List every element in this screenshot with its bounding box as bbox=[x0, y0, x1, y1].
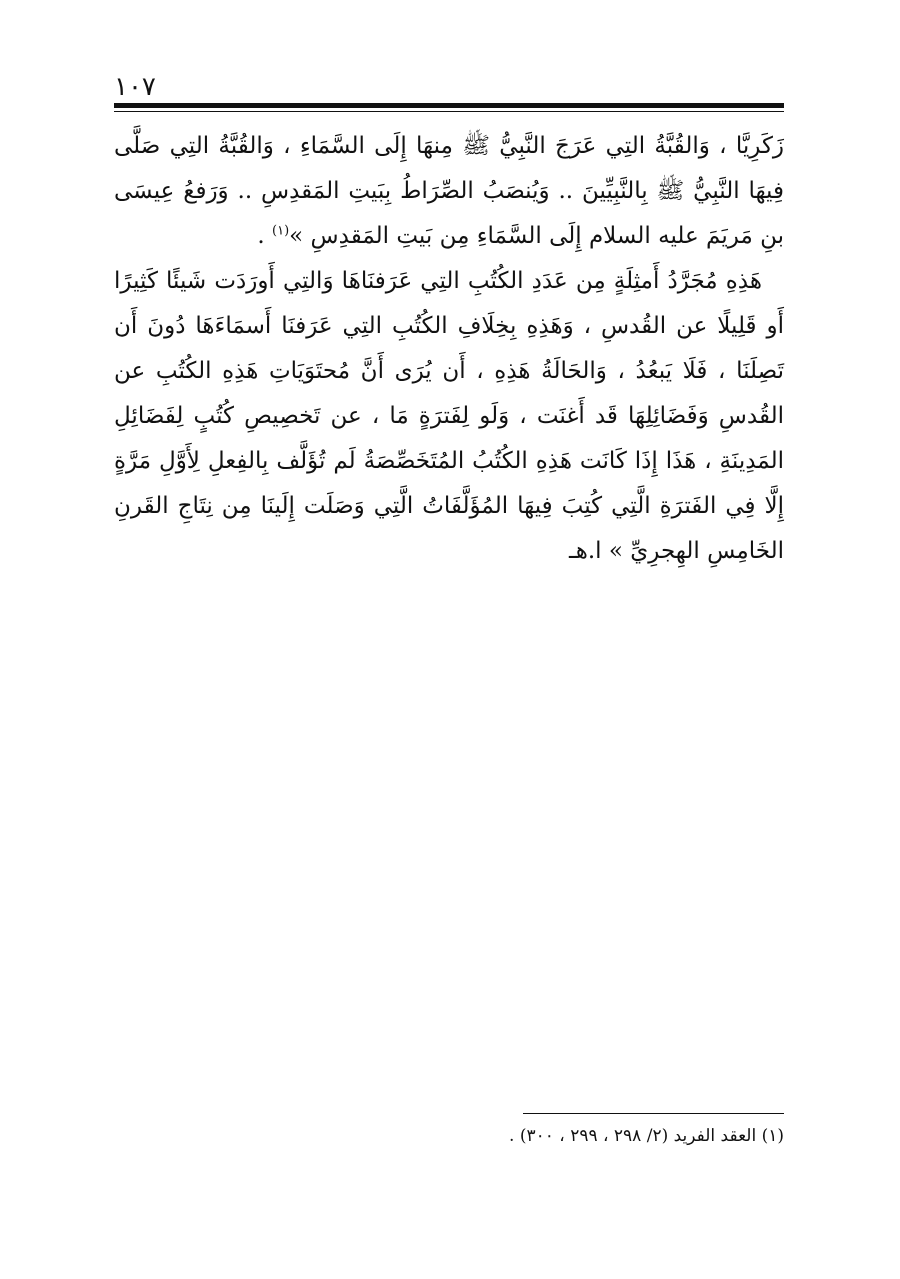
page-number: ١٠٧ bbox=[114, 72, 156, 102]
paragraph-1-end: . bbox=[257, 223, 273, 249]
paragraph-2: هَذِهِ مُجَرَّدُ أَمثِلَةٍ مِن عَدَدِ الكُتُبِ التِي عَرَفنَاهَا وَالتِي أَورَدَت شَيئًا كَثِيرًا أَو قَلِيلًا عن القُدسِ ، وَهَذِهِ بِخِلَافِ الكُتُبِ التِي عَرَفنَا أَسمَاءَهَا دُونَ أَن تَصِلَنَا ، فَلَا يَبعُدُ ، وَالحَالَةُ هَذِهِ ، أَن يُرَى أَنَّ مُحتَوَيَاتِ هَذِهِ الكُتُبِ عن القُدسِ وَفَضَائِلِهَا قَد أَغنَت ، وَلَو لِفَترَةٍ مَا ، عن تَخصِيصِ كُتُبٍ لِفَضَائِلِ المَدِينَةِ ، هَذَا إِذَا كَانَت هَذِهِ الكُتُبُ المُتَخَصِّصَةُ لَم تُؤَلَّف بِالفِعلِ لِأَوَّلِ مَرَّةٍ إِلَّا فِي الفَترَةِ الَّتِي كُتِبَ فِيهَا المُؤَلَّفَاتُ الَّتِي وَصَلَت إِلَينَا مِن نِتَاجِ القَرنِ الخَامِسِ الهِجرِيِّ » ا.هـ bbox=[114, 268, 784, 564]
footnote-separator bbox=[523, 1113, 784, 1114]
header-rule-thin bbox=[114, 111, 784, 112]
paragraph-1 bbox=[114, 124, 784, 259]
header-rule-thick bbox=[114, 103, 784, 108]
body-text bbox=[114, 124, 784, 574]
footnote-reference-1: (١) bbox=[272, 223, 290, 239]
footnote-1: (١) العقد الفريد (٢/ ٢٩٨ ، ٢٩٩ ، ٣٠٠) . bbox=[509, 1126, 784, 1146]
paragraph-1-text: زَكَرِيَّا ، وَالقُبَّةُ التِي عَرَجَ النَّبِيُّ ﷺ مِنهَا إِلَى السَّمَاءِ ، وَالقُبَّةُ التِي صَلَّى فِيهَا النَّبِيُّ ﷺ بِالنَّبِيِّينَ .. وَيُنصَبُ الصِّرَاطُ بِبَيتِ المَقدِسِ .. وَرَفعُ عِيسَى بنِ مَريَمَ عليه السلام إِلَى السَّمَاءِ مِن بَيتِ المَقدِسِ » bbox=[114, 133, 784, 249]
